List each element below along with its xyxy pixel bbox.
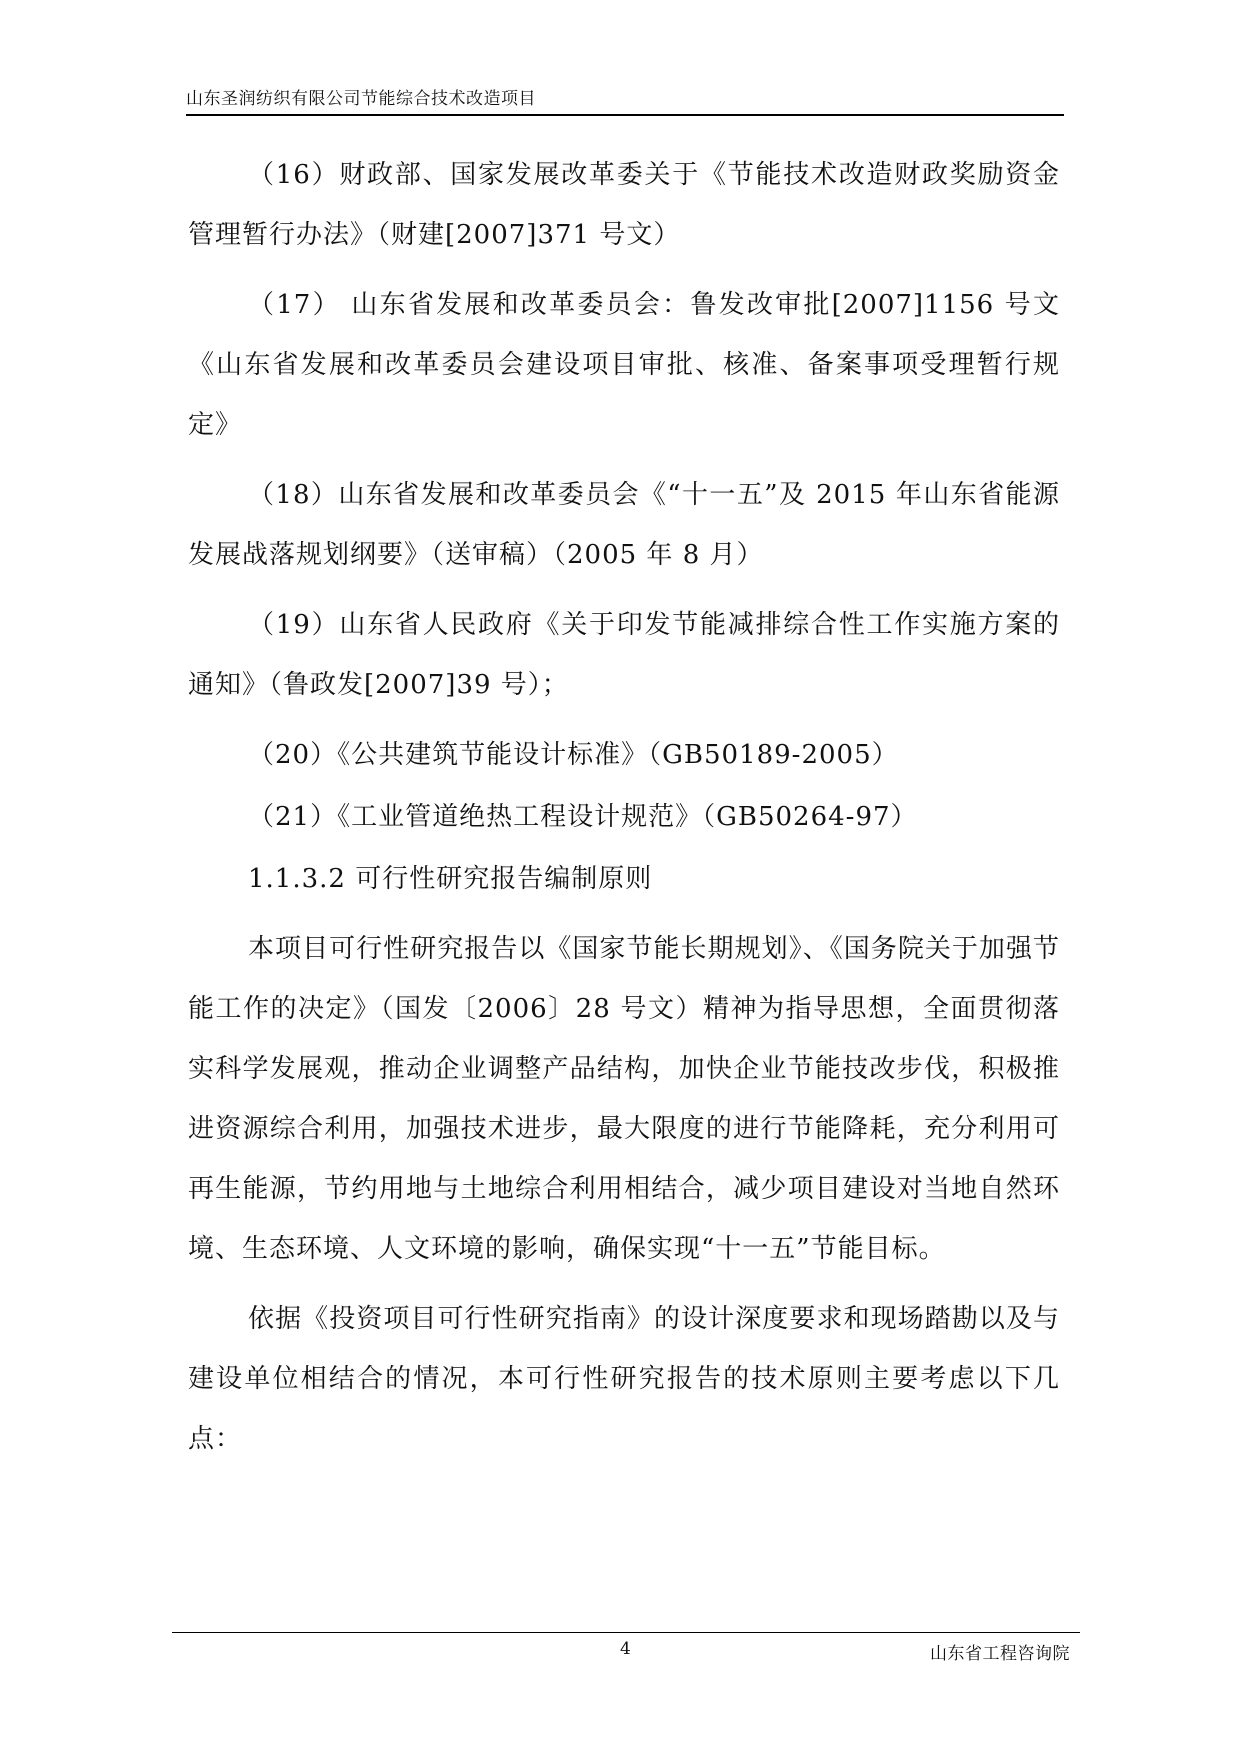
page-footer <box>172 1632 1080 1663</box>
section-heading: 1.1.3.2 可行性研究报告编制原则 <box>248 864 653 894</box>
footer-organization: 山东省工程咨询院 <box>930 1644 1070 1664</box>
page-number: 4 <box>620 1639 631 1659</box>
paragraph-ref-18: （18）山东省发展和改革委员会《“十一五”及 2015 年山东省能源发展战落规划纲要》（送审稿）（2005 年 8 月） <box>188 480 1060 570</box>
page-header <box>186 88 1064 116</box>
paragraph-ref-20: （20）《公共建筑节能设计标准》（GB50189-2005） <box>248 740 899 770</box>
document-body <box>188 145 1060 1479</box>
paragraph-ref-17: （17） 山东省发展和改革委员会：鲁发改审批[2007]1156 号文《山东省发展和改革委员会建设项目审批、核准、备案事项受理暂行规定》 <box>188 290 1060 440</box>
paragraph-principles: 本项目可行性研究报告以《国家节能长期规划》、《国务院关于加强节能工作的决定》（国发〔2006〕28 号文）精神为指导思想，全面贯彻落实科学发展观，推动企业调整产品结构，加快企业节能技改步伐，积极推进资源综合利用，加强技术进步，最大限度的进行节能降耗，充分利用可再生能源，节约用地与土地综合利用相结合，减少项目建设对当地自然环境、生态环境、人文环境的影响，确保实现“十一五”节能目标。 <box>188 934 1060 1264</box>
paragraph-ref-21: （21）《工业管道绝热工程设计规范》（GB50264-97） <box>248 802 918 832</box>
header-title: 山东圣润纺织有限公司节能综合技术改造项目 <box>186 89 536 109</box>
paragraph-basis: 依据《投资项目可行性研究指南》的设计深度要求和现场踏勘以及与建设单位相结合的情况，本可行性研究报告的技术原则主要考虑以下几点： <box>188 1304 1060 1454</box>
paragraph-ref-19: （19）山东省人民政府《关于印发节能减排综合性工作实施方案的通知》（鲁政发[2007]39 号）； <box>188 610 1060 700</box>
paragraph-ref-16: （16）财政部、国家发展改革委关于《节能技术改造财政奖励资金管理暂行办法》（财建[2007]371 号文） <box>188 160 1060 250</box>
